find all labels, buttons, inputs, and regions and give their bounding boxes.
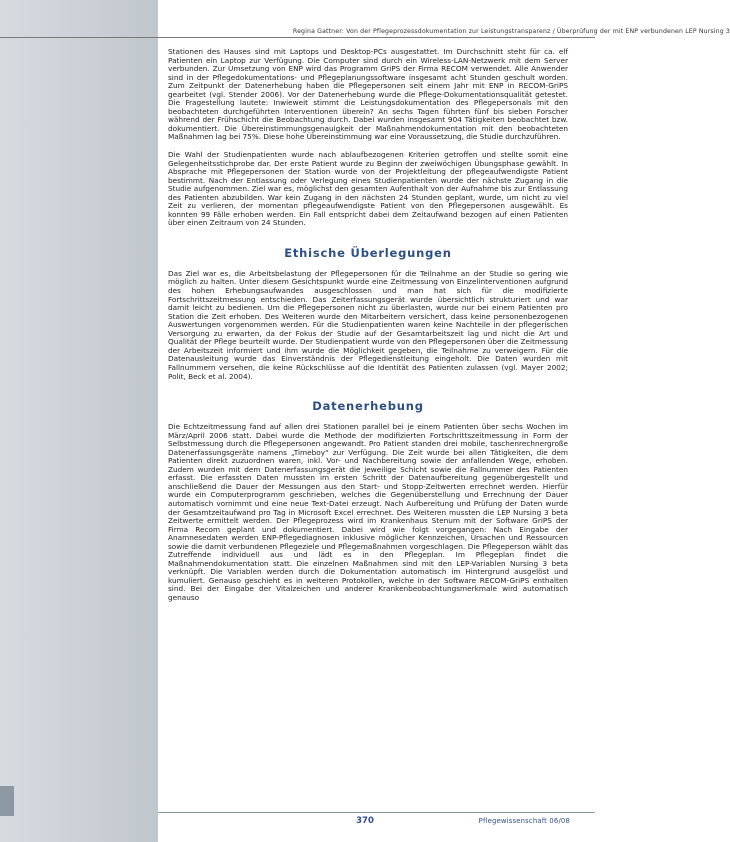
paragraph: Die Wahl der Studienpatienten wurde nach ablaufbezogenen Kriterien getroffen und stellte somit eine Gelegenheitsstichprobe dar. Der erste Patient wurde zu Beginn der zweiwöchigen Übungsphase gewählt. In Absprache mit Pflegepersonen der Station wurde von der Projektleitung der pflegeaufwendigste Patient bestimmt. Nach der Entlassung oder Verlegung eines Studienpatienten wurde der nächste Zugang in die Studie aufgenommen. Ziel war es, möglichst den gesamten Aufenthalt von der Aufnahme bis zur Entlassung des Patienten abzubilden. War kein Zugang in den nächsten 24 Stunden geplant, wurde, um nicht zu viel Zeit zu verlieren, der momentan pflegeaufwendigste Patient von den Pflegepersonen ausgewählt. Es konnten 99 Fälle erhoben werden. Ein Fall entspricht dabei dem Zeitaufwand bezogen auf einen Patienten über einen Zeitraum von 24 Stunden. (168, 150, 568, 228)
paragraph: Stationen des Hauses sind mit Laptops und Desktop-PCs ausgestattet. Im Durchschnitt steht für ca. elf Patienten ein Laptop zur Verfügung. Die Computer sind durch ein Wireless-LAN-Netzwerk mit dem Server verbunden. Zur Umsetzung von ENP wird das Programm GriPS der Firma RECOM verwendet. Alle Anwender sind in der Pflegedokumentations- und Pflegeplanungssoftware insgesamt acht Stunden geschult worden. Zum Zeitpunkt der Datenerhebung haben die Pflegepersonen seit einem Jahr mit ENP in RECOM-GriPS gearbeitet (vgl. Stender 2006). Vor der Datenerhebung wurde die Pflege-Dokumentationsqualität getestet. Die Fragestellung lautete: Inwieweit stimmt die Leistungsdokumentation des Pflegepersonals mit den beobachteten durchgeführten Interventionen überein? An sechs Tagen führten fünf bis sieben Forscher während der Frühschicht die Beobachtung durch. Dabei wurden insgesamt 904 Tätigkeiten beobachtet bzw. dokumentiert. Die Übereinstimmungsgenauigkeit der Maßnahmendokumentation mit den beobachteten Maßnahmen lag bei 75%. Diese hohe Übereinstimmung war eine Voraussetzung, die Studie durchzuführen. (168, 47, 568, 142)
page-number: 370 (356, 816, 374, 826)
footer-rule (158, 812, 595, 813)
section-data-collection (168, 399, 568, 602)
sidebar-tab-marker (0, 786, 14, 816)
journal-name: Pflegewissenschaft 06/08 (478, 817, 570, 825)
paragraph: Das Ziel war es, die Arbeitsbelastung der Pflegepersonen für die Teilnahme an der Studie so gering wie möglich zu halten. Unter diesem Gesichtspunkt wurde eine Zeitmessung von Einzelinterventionen aufgrund des hohen Erhebungsaufwandes ausgeschlossen und man hat sich für die modifizierte Fortschrittszeitmessung entschieden. Das Zeiterfassungsgerät wurde übersichtlich strukturiert und war damit leicht zu bedienen. Um die Pflegepersonen nicht zu überlasten, wurde nur bei einem Patienten pro Station die Zeit erhoben. Des Weiteren wurde den Mitarbeitern versichert, dass keine personenbezogenen Auswertungen vorgenommen werden. Für die Studienpatienten waren keine Nachteile in der pflegerischen Versorgung zu erwarten, da der Fokus der Studie auf der Gesamtarbeitszeit lag und nicht die Art und Qualität der Pflege beurteilt wurde. Der Studienpatient wurde von den Pflegepersonen über die Zeitmessung der Arbeitszeit informiert und ihm wurde die Möglichkeit gegeben, die Teilnahme zu verweigern. Für die Datenausleitung wurde das Einverständnis der Pflegedienstleitung eingeholt. Die Daten wurden mit Fallnummern versehen, die keine Rückschlüsse auf die Identität des Patienten zulassen (vgl. Mayer 2002; Polit, Beck et al. 2004). (168, 268, 568, 381)
section-heading: Ethische Überlegungen (284, 245, 452, 260)
paragraph: Die Echtzeitmessung fand auf allen drei Stationen parallel bei je einem Patienten über sechs Wochen im März/April 2006 statt. Dabei wurde die Methode der modifizierten Fortschrittszeitmessung in Form der Selbstmessung durch die Pflegepersonen angewandt. Pro Patient standen drei mobile, taschenrechnergroße Datenerfassungsgeräte namens „Timeboy“ zur Verfügung. Die Zeit wurde bei allen Tätigkeiten, die dem Patienten direkt zuzuordnen waren, inkl. Vor- und Nachbereitung sowie der anfallenden Wege, erhoben. Zudem wurden mit dem Datenerfassungsgerät die jeweilige Schicht sowie die Fallnummer des Patienten erfasst. Die erfassten Daten mussten im ersten Schritt der Datenaufbereitung gegenübergestellt und anschließend die Dauer der Messungen aus den Start- und Stopp-Zeitwerten errechnet werden. Hierfür wurde ein Computerprogramm geschrieben, welches die Gegenüberstellung und Errechnung der Dauer automatisch vornimmt und eine neue Text-Datei erzeugt. Nach Aufbereitung und Prüfung der Daten wurde der Gesamtzeitaufwand pro Tag in Microsoft Excel errechnet. Des Weiteren mussten die LEP Nursing 3 beta Zeitwerte ermittelt werden. Der Pflegeprozess wird im Krankenhaus Stenum mit der Software GriPS der Firma Recom geplant und dokumentiert. Dabei wird wie folgt vorgegangen: Nach Eingabe der Anamnesedaten werden ENP-Pflegediagnosen inklusive möglicher Kennzeichen, Ursachen und Ressourcen sowie die damit verbundenen Pflegeziele und Pflegemaßnahmen vorgeschlagen. Die Pflegeperson wählt das Zutreffende individuell aus und lädt es in den Pflegeplan. Im Pflegeplan findet die Maßnahmendokumentation statt. Die einzelnen Maßnahmen sind mit den LEP-Variablen Nursing 3 beta verknüpft. Die Variablen werden durch die Dokumentation automatisch im Hintergrund ausgelöst und kumuliert. Genauso geschieht es in weiteren Protokollen, welche in der Software RECOM-GriPS enthalten sind. Bei der Eingabe der Vitalzeichen und anderer Krankenbeobachtungsmerkmale wird automatisch genauso (168, 422, 568, 602)
section-intro (168, 48, 568, 228)
decorative-sidebar (0, 0, 158, 842)
section-heading: Datenerhebung (312, 399, 424, 414)
running-head: Regina Gattner: Von der Pflegeprozessdokumentation zur Leistungstransparenz / Überprüfung der mit ENP verbundenen LEP Nursing 3 (292, 28, 730, 35)
header-rule (0, 37, 595, 38)
section-ethics (168, 246, 568, 381)
article-body (168, 48, 568, 808)
